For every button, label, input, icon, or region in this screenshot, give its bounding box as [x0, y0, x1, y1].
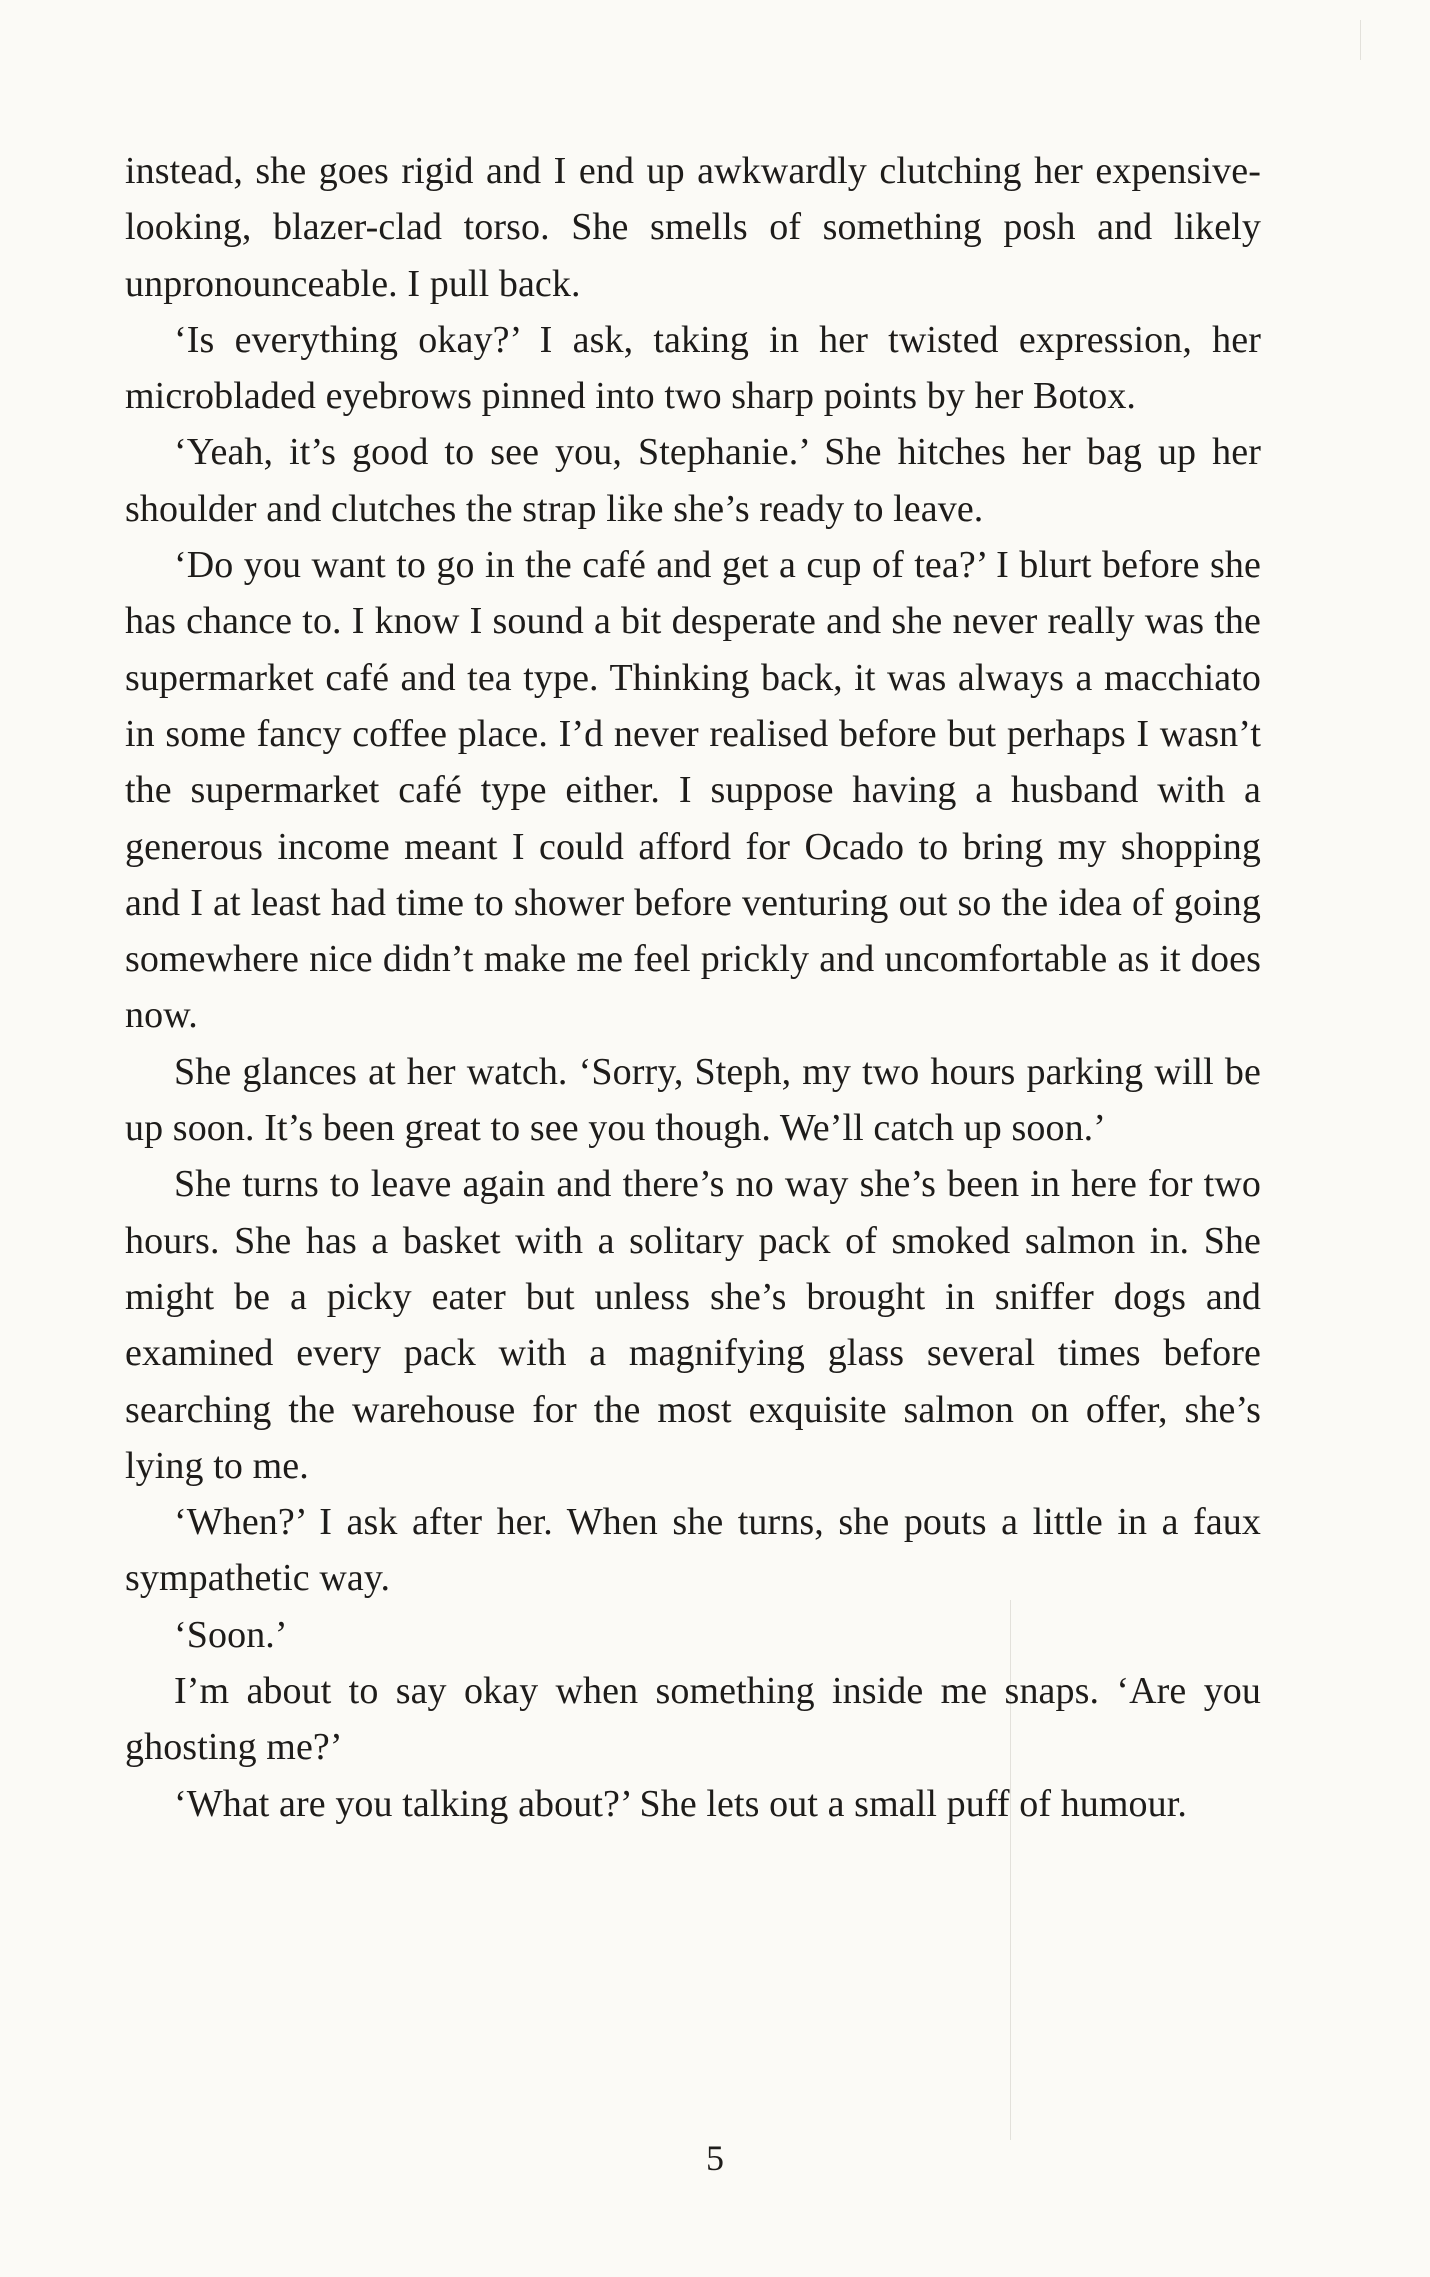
paragraph-9: I’m about to say okay when something inside me snaps. ‘Are you ghosting me?’ [125, 1670, 1261, 1769]
paragraph-10: ‘What are you talking about?’ She lets out a small puff of humour. [174, 1782, 1188, 1825]
paragraph-8: ‘Soon.’ [174, 1613, 288, 1656]
paragraph-5: She glances at her watch. ‘Sorry, Steph, my two hours parking will be up soon. It’s been great to see you though. We’ll catch up soon.’ [125, 1050, 1261, 1150]
paragraph-6: She turns to leave again and there’s no way she’s been in here for two hours. She has a basket with a solitary pack of smoked salmon in. She might be a picky eater but unless she’s brought in sniffer dogs and examined every pack with a magnifying glass several times before searching the warehouse for the most exquisite salmon on offer, she’s lying to me. [125, 1163, 1261, 1487]
paragraph-1: instead, she goes rigid and I end up awkwardly clutching her expensive-looking, blazer-clad torso. She smells of something posh and likely unpronounceable. I pull back. [125, 150, 1261, 305]
page-crease-mark [1360, 20, 1361, 60]
body-text [125, 143, 1261, 1832]
paragraph-4: ‘Do you want to go in the café and get a cup of tea?’ I blurt before she has chance to. I know I sound a bit desperate and she never really was the supermarket café and tea type. Thinking back, it was always a macchiato in some fancy coffee place. I’d never realised before but perhaps I wasn’t the supermarket café type either. I suppose having a husband with a generous income meant I could afford for Ocado to bring my shopping and I at least had time to shower before venturing out so the idea of going somewhere nice didn’t make me feel prickly and uncomfortable as it does now. [125, 544, 1261, 1037]
paragraph-7: ‘When?’ I ask after her. When she turns, she pouts a little in a faux sympathetic way. [125, 1501, 1261, 1600]
page-number: 5 [706, 2138, 724, 2178]
paragraph-3: ‘Yeah, it’s good to see you, Stephanie.’ She hitches her bag up her shoulder and clutches the strap like she’s ready to leave. [125, 431, 1261, 530]
paragraph-2: ‘Is everything okay?’ I ask, taking in her twisted expression, her microbladed eyebrows pinned into two sharp points by her Botox. [125, 318, 1261, 418]
